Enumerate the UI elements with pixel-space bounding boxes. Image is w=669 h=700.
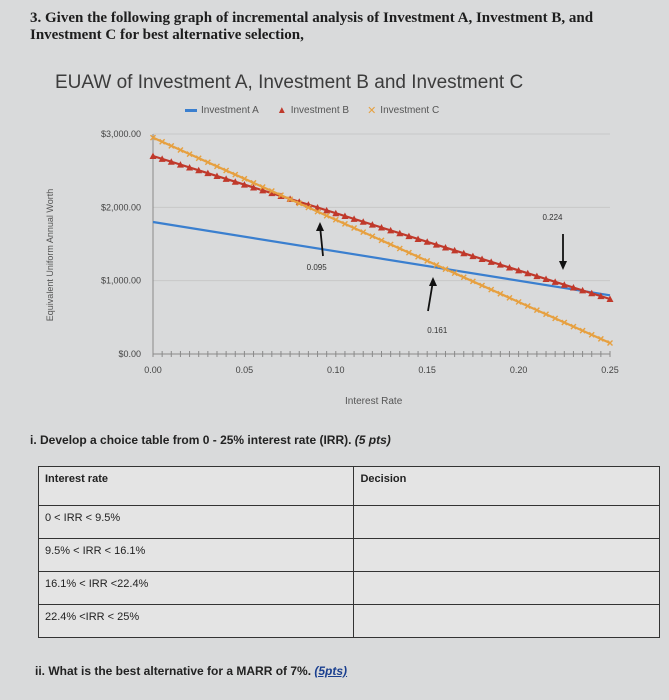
legend-label-c: Investment C bbox=[380, 105, 440, 116]
question-line-2: Investment C for best alternative selection, bbox=[30, 27, 304, 43]
table-cell-range: 9.5% < IRR < 16.1% bbox=[39, 539, 354, 572]
question-ii bbox=[35, 664, 347, 678]
arrow-head-icon bbox=[429, 277, 437, 286]
x-tick-label: 0.10 bbox=[327, 365, 345, 375]
x-tick-label: 0.25 bbox=[601, 365, 619, 375]
choice-table bbox=[38, 466, 660, 638]
subquestion-text: Develop a choice table from 0 - 25% interest rate (IRR). bbox=[40, 433, 352, 447]
annotation-label: 0.224 bbox=[542, 213, 563, 222]
table-header-row bbox=[39, 467, 660, 506]
series-line-investment-a bbox=[153, 222, 610, 295]
subquestion-i bbox=[30, 433, 391, 447]
chart-title: EUAW of Investment A, Investment B and Investment C bbox=[55, 72, 524, 93]
table-row bbox=[39, 605, 660, 638]
table-cell-range: 16.1% < IRR <22.4% bbox=[39, 572, 354, 605]
annotation-label: 0.095 bbox=[306, 263, 327, 272]
chart-series bbox=[150, 135, 614, 345]
x-tick-label: 0.00 bbox=[144, 365, 162, 375]
table-row bbox=[39, 539, 660, 572]
triangle-marker-icon: ▲ bbox=[276, 105, 287, 116]
x-marker-icon: ✕ bbox=[367, 105, 377, 117]
legend-label-b: Investment B bbox=[290, 105, 350, 116]
annotation-label: 0.161 bbox=[427, 326, 448, 335]
y-tick-label: $2,000.00 bbox=[100, 202, 141, 213]
table-row bbox=[39, 506, 660, 539]
table-cell-decision[interactable] bbox=[354, 572, 660, 605]
table-header-interest-rate: Interest rate bbox=[39, 467, 354, 506]
y-axis-title: Equivalent Uniform Annual Worth bbox=[45, 188, 55, 322]
y-tick-label: $1,000.00 bbox=[100, 275, 141, 286]
x-tick-label: 0.05 bbox=[235, 365, 254, 375]
subquestion-prefix: i. bbox=[30, 433, 37, 447]
table-cell-decision[interactable] bbox=[354, 539, 660, 572]
table-cell-decision[interactable] bbox=[354, 605, 660, 638]
question-ii-points: (5pts) bbox=[314, 664, 348, 678]
subquestion-points: (5 pts) bbox=[354, 433, 391, 447]
question-ii-text: ii. What is the best alternative for a MARR of 7%. bbox=[35, 664, 312, 678]
legend-label-a: Investment A bbox=[201, 105, 259, 116]
y-tick-label: $0.00 bbox=[118, 349, 141, 359]
x-tick-label: 0.20 bbox=[509, 365, 528, 375]
y-tick-label: $3,000.00 bbox=[100, 129, 141, 139]
table-header-decision: Decision bbox=[354, 467, 660, 506]
question-line-1: 3. Given the following graph of incremental analysis of Investment A, Investment B, and bbox=[30, 10, 594, 26]
table-row bbox=[39, 572, 660, 605]
table-cell-range: 0 < IRR < 9.5% bbox=[39, 506, 354, 539]
table-cell-decision[interactable] bbox=[354, 506, 660, 539]
x-tick-label: 0.15 bbox=[418, 365, 436, 375]
table-cell-range: 22.4% <IRR < 25% bbox=[39, 605, 354, 638]
x-axis-title: Interest Rate bbox=[345, 396, 403, 407]
arrow-head-icon bbox=[559, 261, 567, 270]
arrow-head-icon bbox=[316, 222, 324, 231]
